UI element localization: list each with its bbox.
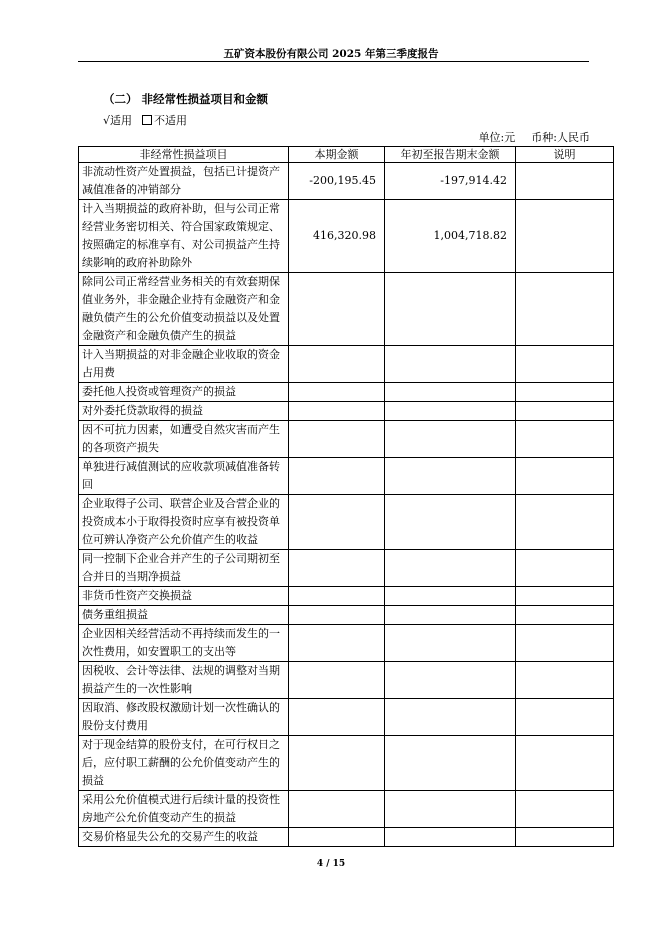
cell-item: 计入当期损益的对非金融企业收取的资金占用费 [79,346,289,383]
cell-item: 采用公允价值模式进行后续计量的投资性房地产公允价值变动产生的损益 [79,791,289,828]
not-applicable-option: 不适用 [154,114,188,127]
cell-ytd-amount: -197,914.42 [385,163,516,200]
cell-note [516,495,614,550]
table-row [79,587,614,606]
cell-ytd-amount [385,421,516,458]
cell-current-amount [289,791,385,828]
table-body [79,163,614,847]
table-row [79,163,614,200]
cell-item: 因税收、会计等法律、法规的调整对当期损益产生的一次性影响 [79,662,289,699]
cell-current-amount [289,383,385,402]
applicability-line [103,112,187,128]
table-row [79,606,614,625]
table-row [79,495,614,550]
column-header-ytd: 年初至报告期末金额 [385,147,516,163]
cell-ytd-amount [385,383,516,402]
cell-note [516,273,614,346]
table-row [79,736,614,791]
cell-note [516,699,614,736]
table-row [79,662,614,699]
cell-ytd-amount [385,606,516,625]
cell-note [516,163,614,200]
cell-current-amount [289,458,385,495]
cell-item: 因不可抗力因素，如遭受自然灾害而产生的各项资产损失 [79,421,289,458]
unit-currency-line [479,129,590,145]
cell-note [516,625,614,662]
cell-note [516,662,614,699]
table-row [79,828,614,847]
column-header-note: 说明 [516,147,614,163]
column-header-item: 非经常性损益项目 [79,147,289,163]
cell-ytd-amount: 1,004,718.82 [385,200,516,273]
cell-item: 除同公司正常经营业务相关的有效套期保值业务外，非金融企业持有金融资产和金融负债产生的公允价值变动损益以及处置金融资产和金融负债产生的损益 [79,273,289,346]
cell-note [516,550,614,587]
cell-item: 委托他人投资或管理资产的损益 [79,383,289,402]
cell-note [516,421,614,458]
cell-note [516,383,614,402]
cell-current-amount [289,550,385,587]
cell-note [516,346,614,383]
cell-item: 非货币性资产交换损益 [79,587,289,606]
cell-current-amount [289,699,385,736]
cell-ytd-amount [385,495,516,550]
table-row [79,402,614,421]
cell-current-amount [289,587,385,606]
cell-ytd-amount [385,791,516,828]
cell-item: 同一控制下企业合并产生的子公司期初至合并日的当期净损益 [79,550,289,587]
cell-ytd-amount [385,402,516,421]
cell-item: 对于现金结算的股份支付，在可行权日之后，应付职工薪酬的公允价值变动产生的损益 [79,736,289,791]
cell-current-amount [289,625,385,662]
table-row [79,421,614,458]
cell-ytd-amount [385,587,516,606]
cell-note [516,606,614,625]
cell-note [516,458,614,495]
cell-current-amount [289,662,385,699]
cell-item: 计入当期损益的政府补助，但与公司正常经营业务密切相关、符合国家政策规定、按照确定的标准享有、对公司损益产生持续影响的政府补助除外 [79,200,289,273]
cell-item: 对外委托贷款取得的损益 [79,402,289,421]
unit-label: 单位:元 [478,131,516,144]
cell-item: 单独进行减值测试的应收款项减值准备转回 [79,458,289,495]
cell-ytd-amount [385,662,516,699]
cell-ytd-amount [385,346,516,383]
report-header-title: 五矿资本股份有限公司 2025 年第三季度报告 [223,48,439,60]
page-number: 4 / 15 [316,859,346,869]
cell-item: 企业取得子公司、联营企业及合营企业的投资成本小于取得投资时应享有被投资单位可辨认净资产公允价值产生的收益 [79,495,289,550]
cell-note [516,200,614,273]
cell-ytd-amount [385,625,516,662]
cell-item: 交易价格显失公允的交易产生的收益 [79,828,289,847]
cell-current-amount [289,402,385,421]
cell-current-amount [289,828,385,847]
cell-ytd-amount [385,550,516,587]
non-recurring-items-table [78,146,614,847]
table-header-row [79,147,614,163]
cell-note [516,791,614,828]
cell-item: 非流动性资产处置损益，包括已计提资产减值准备的冲销部分 [79,163,289,200]
cell-ytd-amount [385,458,516,495]
cell-current-amount [289,346,385,383]
table-row [79,550,614,587]
cell-note [516,402,614,421]
column-header-current: 本期金额 [289,147,385,163]
cell-note [516,736,614,791]
table-row [79,346,614,383]
cell-ytd-amount [385,699,516,736]
checkbox-icon [142,115,152,125]
section-title: （二） 非经常性损益项目和金额 [103,92,269,106]
cell-ytd-amount [385,828,516,847]
cell-item: 因取消、修改股权激励计划一次性确认的股份支付费用 [79,699,289,736]
applicable-option: √适用 [103,114,133,127]
cell-current-amount [289,421,385,458]
table-row [79,200,614,273]
table-row [79,273,614,346]
cell-current-amount [289,736,385,791]
cell-current-amount: 416,320.98 [289,200,385,273]
table-row [79,458,614,495]
header-divider [78,61,589,62]
cell-current-amount [289,495,385,550]
cell-current-amount [289,273,385,346]
currency-label: 币种:人民币 [531,131,590,144]
cell-current-amount: -200,195.45 [289,163,385,200]
table-row [79,383,614,402]
cell-item: 债务重组损益 [79,606,289,625]
table-row [79,625,614,662]
cell-note [516,828,614,847]
cell-current-amount [289,606,385,625]
table-row [79,699,614,736]
cell-note [516,587,614,606]
table-row [79,791,614,828]
cell-ytd-amount [385,273,516,346]
cell-ytd-amount [385,736,516,791]
cell-item: 企业因相关经营活动不再持续而发生的一次性费用，如安置职工的支出等 [79,625,289,662]
